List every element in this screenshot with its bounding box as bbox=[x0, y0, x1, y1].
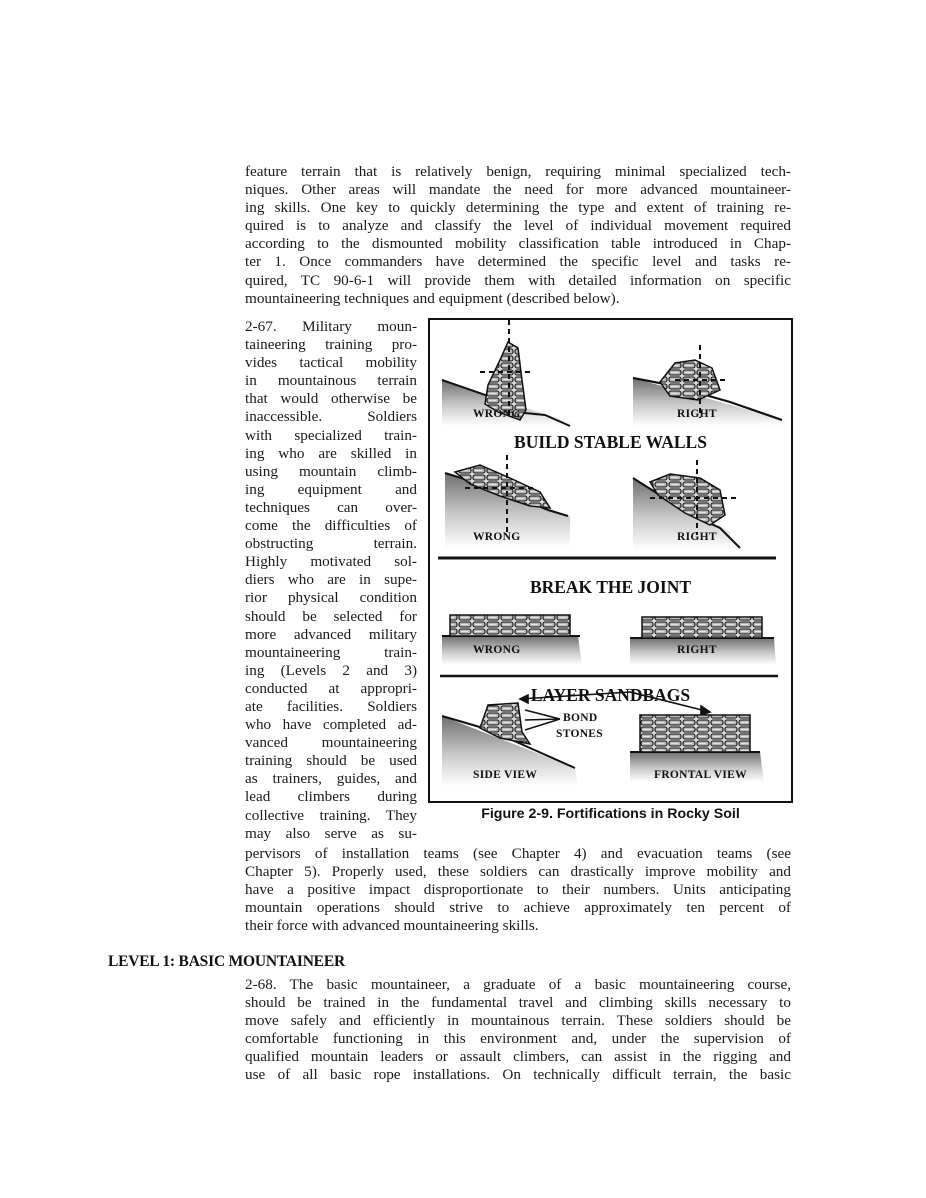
section-heading: LEVEL 1: BASIC MOUNTAINEER bbox=[108, 953, 345, 970]
text-line: lead climbers during bbox=[245, 788, 417, 806]
paragraph-2-67-continued bbox=[245, 845, 791, 935]
text-line: obstructing terrain. bbox=[245, 535, 417, 553]
text-line: may also serve as su- bbox=[245, 824, 417, 842]
text-line: who have completed ad- bbox=[245, 716, 417, 734]
text-line: ing equipment and bbox=[245, 480, 417, 498]
text-line: 2-67. Military moun- bbox=[245, 318, 417, 335]
label-frontal-view: FRONTAL VIEW bbox=[654, 769, 747, 781]
intro-paragraph bbox=[245, 163, 791, 308]
text-line: rior physical condition bbox=[245, 589, 417, 607]
text-line: mountaineering train- bbox=[245, 643, 417, 661]
text-line: with specialized train- bbox=[245, 426, 417, 444]
figure-caption: Figure 2-9. Fortifications in Rocky Soil bbox=[481, 806, 740, 822]
text-line: comfortable functioning in this environment and, under the supervision of bbox=[245, 1030, 791, 1048]
text-line: come the difficulties of bbox=[245, 517, 417, 535]
text-line: mountain operations should strive to achieve approximately ten percent of bbox=[245, 899, 791, 917]
figure-title-break-the-joint: BREAK THE JOINT bbox=[529, 577, 692, 597]
text-line: have a positive impact disproportionate to their numbers. Units anticipating bbox=[245, 881, 791, 899]
label-right: RIGHT bbox=[677, 644, 717, 656]
text-line: use of all basic rope installations. On technically difficult terrain, the basic bbox=[245, 1066, 791, 1084]
text-line: their force with advanced mountaineering skills. bbox=[245, 917, 539, 935]
text-line: mountaineering techniques and equipment (described below). bbox=[245, 289, 620, 307]
text-line: ing who are skilled in bbox=[245, 444, 417, 462]
text-line: move safely and efficiently in mountainous terrain. These soldiers should be bbox=[245, 1012, 791, 1030]
text-line: according to the dismounted mobility classification table introduced in Chap- bbox=[245, 235, 791, 253]
text-line: pervisors of installation teams (see Chapter 4) and evacuation teams (see bbox=[245, 845, 791, 862]
text-line: ate facilities. Soldiers bbox=[245, 697, 417, 715]
paragraph-2-67-side-column bbox=[245, 318, 417, 843]
text-line: more advanced military bbox=[245, 625, 417, 643]
text-line: using mountain climb- bbox=[245, 462, 417, 480]
text-line: should be trained in the fundamental travel and climbing skills necessary to bbox=[245, 994, 791, 1012]
break-joint-right-drawing bbox=[630, 617, 776, 665]
text-line: techniques can over- bbox=[245, 498, 417, 516]
text-line: as trainers, guides, and bbox=[245, 770, 417, 788]
label-right: RIGHT bbox=[677, 531, 717, 543]
fortifications-illustration bbox=[430, 320, 791, 801]
text-line: feature terrain that is relatively benign, requiring minimal specialized tech- bbox=[245, 163, 791, 180]
figure-2-9 bbox=[428, 318, 793, 803]
text-line: 2-68. The basic mountaineer, a graduate of a basic mountaineering course, bbox=[245, 976, 791, 993]
text-line: inaccessible. Soldiers bbox=[245, 408, 417, 426]
break-joint-wrong-drawing bbox=[442, 615, 582, 665]
text-line: that would otherwise be bbox=[245, 390, 417, 408]
label-side-view: SIDE VIEW bbox=[473, 769, 538, 781]
annotation-stones: STONES bbox=[556, 728, 603, 740]
text-line: quired, TC 90-6-1 will provide them with detailed information on specific bbox=[245, 271, 791, 289]
text-line: should be selected for bbox=[245, 607, 417, 625]
text-line: niques. Other areas will mandate the need for more advanced mountaineer- bbox=[245, 181, 791, 199]
text-line: ter 1. Once commanders have determined the specific level and tasks re- bbox=[245, 253, 791, 271]
text-line: qualified mountain leaders or assault climbers, can assist in the rigging and bbox=[245, 1048, 791, 1066]
label-wrong: WRONG bbox=[473, 644, 521, 656]
text-line: Highly motivated sol- bbox=[245, 553, 417, 571]
label-right: RIGHT bbox=[677, 408, 717, 420]
figure-title-build-stable-walls: BUILD STABLE WALLS bbox=[514, 432, 707, 452]
text-line: quired is to analyze and classify the level of individual movement required bbox=[245, 217, 791, 235]
text-line: vides tactical mobility bbox=[245, 354, 417, 372]
figure-title-layer-sandbags: LAYER SANDBAGS bbox=[530, 685, 691, 705]
annotation-bond: BOND bbox=[563, 712, 598, 724]
text-line: Chapter 5). Properly used, these soldiers can drastically improve mobility and bbox=[245, 863, 791, 881]
text-line: training should be used bbox=[245, 752, 417, 770]
paragraph-2-68 bbox=[245, 976, 791, 1085]
text-line: taineering training pro- bbox=[245, 336, 417, 354]
text-line: ing (Levels 2 and 3) bbox=[245, 661, 417, 679]
text-line: diers who are in supe- bbox=[245, 571, 417, 589]
text-line: collective training. They bbox=[245, 806, 417, 824]
text-line: ing skills. One key to quickly determining the type and extent of training re- bbox=[245, 199, 791, 217]
text-line: conducted at appropri- bbox=[245, 679, 417, 697]
label-wrong: WRONG bbox=[473, 531, 521, 543]
label-wrong: WRONG bbox=[473, 408, 521, 420]
text-line: in mountainous terrain bbox=[245, 372, 417, 390]
text-line: vanced mountaineering bbox=[245, 734, 417, 752]
